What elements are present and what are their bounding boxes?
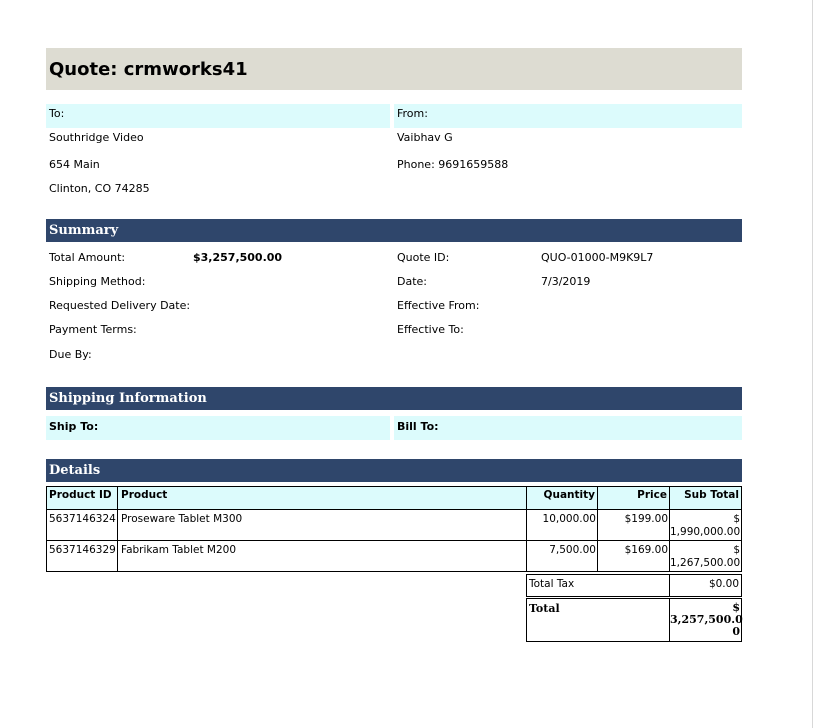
row2-subtotal-symbol: $ bbox=[733, 544, 740, 556]
total-amount-label: Total Amount: bbox=[49, 251, 126, 264]
date-value: 7/3/2019 bbox=[541, 275, 591, 288]
summary-heading-bar bbox=[46, 219, 742, 242]
grand-total-line-1: $ bbox=[732, 601, 740, 614]
col-divider bbox=[526, 509, 527, 572]
row1-quantity: 10,000.00 bbox=[542, 513, 596, 525]
from-line-2: Phone: 9691659588 bbox=[397, 158, 509, 171]
from-label: From: bbox=[397, 107, 428, 120]
row1-product-id: 5637146324 bbox=[49, 513, 116, 525]
from-header bbox=[394, 104, 742, 128]
row1-product: Proseware Tablet M300 bbox=[121, 513, 243, 525]
col-product-id: Product ID bbox=[46, 486, 118, 510]
row2-price: $169.00 bbox=[624, 544, 668, 556]
grand-total-line-2: 3,257,500.0 bbox=[670, 613, 743, 626]
to-line-2: 654 Main bbox=[49, 158, 100, 171]
quote-title-bar bbox=[46, 48, 742, 90]
effective-to-label: Effective To: bbox=[397, 323, 464, 336]
requested-delivery-label: Requested Delivery Date: bbox=[49, 299, 191, 312]
page-edge bbox=[812, 0, 813, 728]
ship-to-label: Ship To: bbox=[49, 420, 99, 433]
quote-id-label: Quote ID: bbox=[397, 251, 450, 264]
total-tax-label: Total Tax bbox=[526, 574, 670, 597]
grand-total-line-3: 0 bbox=[732, 625, 740, 638]
row2-subtotal: 1,267,500.00 bbox=[670, 557, 741, 569]
col-product: Product bbox=[117, 486, 527, 510]
row2-quantity: 7,500.00 bbox=[549, 544, 596, 556]
grand-total-value bbox=[669, 598, 742, 642]
from-line-1: Vaibhav G bbox=[397, 131, 453, 144]
shipping-heading: Shipping Information bbox=[49, 391, 207, 406]
summary-heading: Summary bbox=[49, 223, 119, 238]
row2-product: Fabrikam Tablet M200 bbox=[121, 544, 237, 556]
shipping-heading-bar bbox=[46, 387, 742, 410]
shipping-method-label: Shipping Method: bbox=[49, 275, 146, 288]
row1-subtotal: 1,990,000.00 bbox=[670, 526, 741, 538]
to-header bbox=[46, 104, 390, 128]
row2-product-id: 5637146329 bbox=[49, 544, 116, 556]
total-tax-value: $0.00 bbox=[669, 574, 742, 597]
due-by-label: Due By: bbox=[49, 348, 92, 361]
col-subtotal: Sub Total bbox=[669, 486, 742, 510]
to-line-1: Southridge Video bbox=[49, 131, 144, 144]
col-price: Price bbox=[597, 486, 670, 510]
grand-total-label: Total bbox=[526, 598, 670, 642]
details-heading-bar bbox=[46, 459, 742, 482]
quote-id-value: QUO-01000-M9K9L7 bbox=[541, 251, 654, 264]
row1-price: $199.00 bbox=[624, 513, 668, 525]
ship-to-header bbox=[46, 416, 390, 440]
total-amount-value: $3,257,500.00 bbox=[193, 251, 283, 264]
col-quantity: Quantity bbox=[526, 486, 598, 510]
col-divider bbox=[669, 509, 670, 572]
payment-terms-label: Payment Terms: bbox=[49, 323, 137, 336]
to-line-3: Clinton, CO 74285 bbox=[49, 182, 150, 195]
effective-from-label: Effective From: bbox=[397, 299, 480, 312]
bill-to-label: Bill To: bbox=[397, 420, 439, 433]
date-label: Date: bbox=[397, 275, 427, 288]
to-label: To: bbox=[49, 107, 65, 120]
col-divider bbox=[597, 509, 598, 572]
col-divider bbox=[117, 509, 118, 572]
bill-to-header bbox=[394, 416, 742, 440]
quote-title: Quote: crmworks41 bbox=[49, 59, 248, 80]
details-heading: Details bbox=[49, 463, 101, 478]
row1-subtotal-symbol: $ bbox=[733, 513, 740, 525]
